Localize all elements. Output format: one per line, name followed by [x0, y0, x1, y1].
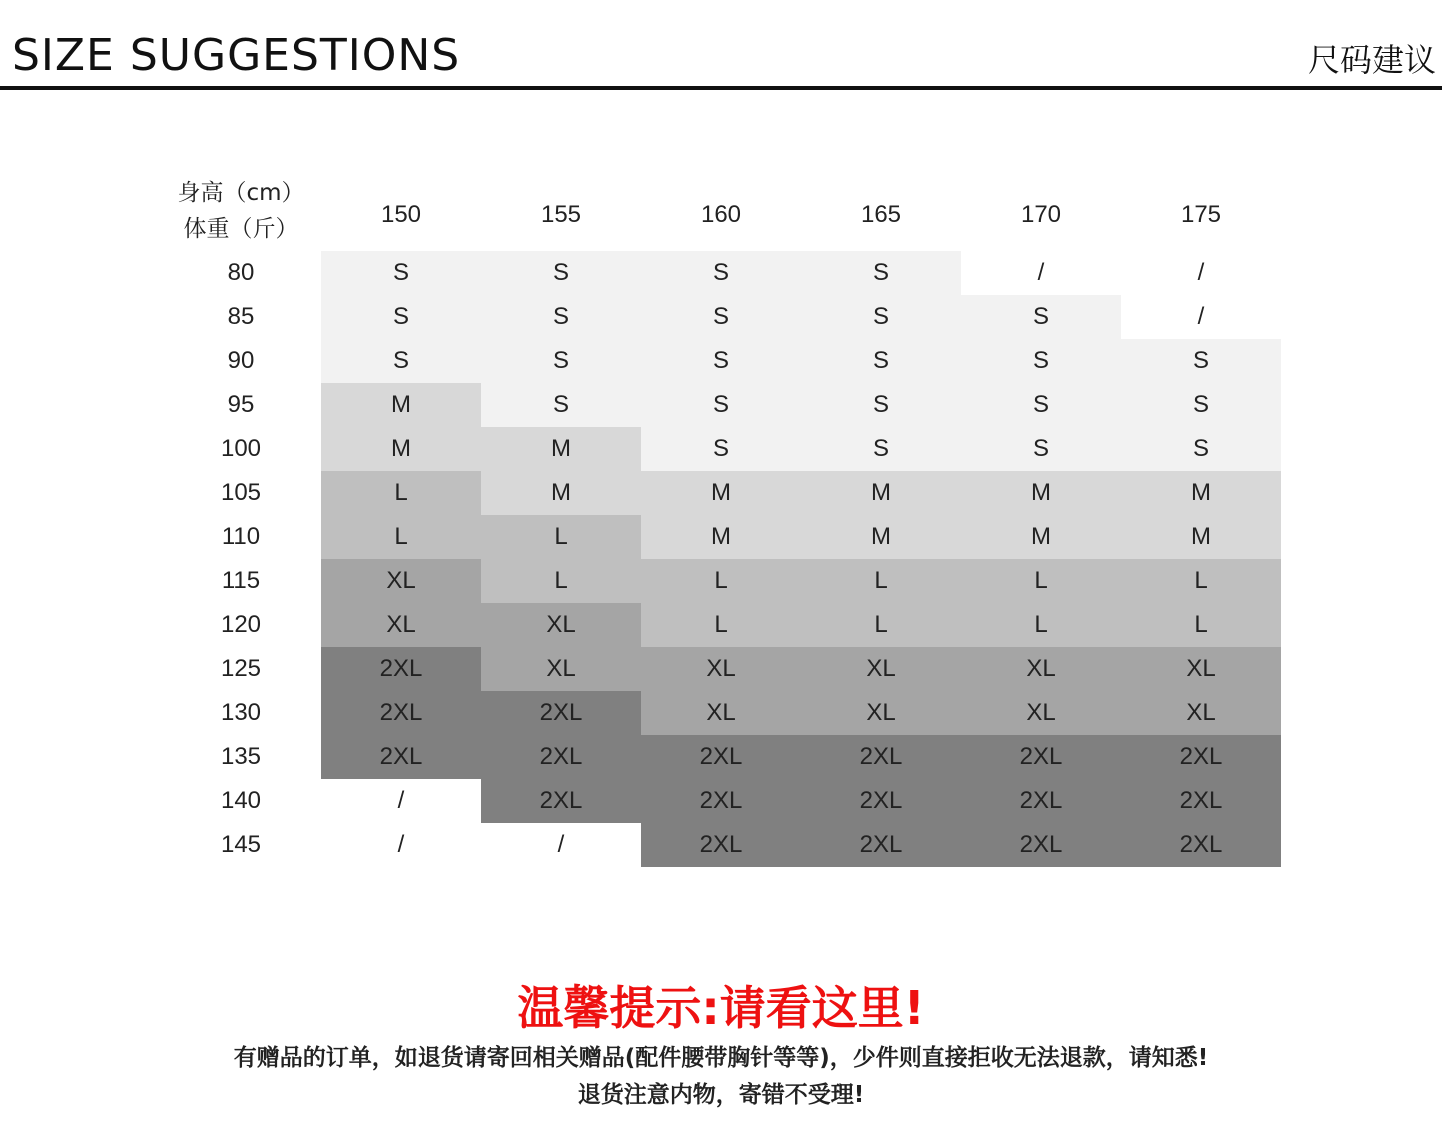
size-cell: L	[481, 515, 641, 559]
weight-header-85: 85	[227, 303, 255, 330]
size-cell: M	[801, 515, 961, 559]
height-header-170: 170	[1020, 201, 1062, 228]
size-cell: M	[481, 471, 641, 515]
size-cell: 2XL	[321, 691, 481, 735]
size-cell: M	[481, 427, 641, 471]
size-cell: S	[481, 339, 641, 383]
weight-header-105: 105	[220, 479, 262, 506]
weight-header-90: 90	[227, 347, 255, 374]
size-cell: XL	[961, 647, 1121, 691]
size-cell: L	[641, 603, 801, 647]
size-cell: S	[321, 251, 481, 295]
size-cell: S	[801, 383, 961, 427]
weight-header-145: 145	[220, 831, 262, 858]
size-cell: XL	[801, 691, 961, 735]
size-cell: XL	[321, 603, 481, 647]
size-cell: /	[397, 831, 405, 858]
notice-line-return-contents: 退货注意内物，寄错不受理!	[577, 1082, 865, 1108]
size-cell: XL	[1121, 691, 1281, 735]
size-cell: 2XL	[1121, 823, 1281, 867]
size-cell: S	[481, 295, 641, 339]
notice-line-gift-return: 有赠品的订单，如退货请寄回相关赠品(配件腰带胸针等等)，少件则直接拒收无法退款，请知悉!	[233, 1045, 1209, 1071]
size-cell: 2XL	[1121, 779, 1281, 823]
size-cell: S	[1121, 339, 1281, 383]
height-header-160: 160	[700, 201, 742, 228]
size-cell: M	[801, 471, 961, 515]
page-title-cn: 尺码建议	[1307, 41, 1436, 79]
table-corner-header	[161, 175, 321, 251]
size-cell: L	[961, 559, 1121, 603]
size-cell: L	[801, 603, 961, 647]
size-cell: /	[397, 787, 405, 814]
size-cell: S	[801, 339, 961, 383]
size-cell: /	[1197, 303, 1205, 330]
size-cell: 2XL	[641, 735, 801, 779]
size-cell: S	[481, 383, 641, 427]
size-cell: M	[961, 515, 1121, 559]
size-cell: S	[961, 295, 1121, 339]
size-cell: S	[801, 295, 961, 339]
size-cell: L	[481, 559, 641, 603]
weight-header-80: 80	[227, 259, 255, 286]
header-divider	[0, 86, 1442, 90]
notice-title: 温馨提示:请看这里!	[517, 981, 925, 1035]
height-header-175: 175	[1180, 201, 1222, 228]
size-cell: S	[1121, 427, 1281, 471]
size-cell: S	[321, 339, 481, 383]
size-cell: XL	[641, 691, 801, 735]
size-cell: L	[961, 603, 1121, 647]
size-cell: S	[961, 383, 1121, 427]
weight-header-120: 120	[220, 611, 262, 638]
size-cell: S	[801, 251, 961, 295]
size-cell: S	[641, 295, 801, 339]
size-cell: L	[801, 559, 961, 603]
size-cell: S	[961, 339, 1121, 383]
size-cell: M	[641, 471, 801, 515]
size-cell: M	[321, 427, 481, 471]
size-cell: XL	[481, 647, 641, 691]
size-cell: M	[1121, 471, 1281, 515]
size-cell: S	[321, 295, 481, 339]
size-cell: 2XL	[481, 691, 641, 735]
height-axis-label: 身高（cm）	[177, 180, 305, 206]
weight-header-100: 100	[220, 435, 262, 462]
size-cell: 2XL	[961, 823, 1121, 867]
size-cell: 2XL	[321, 735, 481, 779]
size-cell: /	[1197, 259, 1205, 286]
size-cell: /	[557, 831, 565, 858]
size-cell: L	[321, 515, 481, 559]
size-cell: S	[641, 383, 801, 427]
weight-header-115: 115	[221, 567, 261, 594]
size-cell: XL	[481, 603, 641, 647]
size-cell: S	[641, 251, 801, 295]
weight-header-110: 110	[221, 523, 261, 550]
size-cell: S	[641, 427, 801, 471]
size-cell: S	[481, 251, 641, 295]
size-cell: 2XL	[481, 779, 641, 823]
size-cell: S	[801, 427, 961, 471]
size-cell: S	[641, 339, 801, 383]
height-header-150: 150	[380, 201, 422, 228]
weight-axis-label: 体重（斤）	[183, 216, 299, 242]
size-cell: 2XL	[801, 735, 961, 779]
page-header	[0, 0, 1442, 90]
weight-header-135: 135	[220, 743, 262, 770]
weight-header-95: 95	[227, 391, 255, 418]
size-cell: M	[321, 383, 481, 427]
size-cell: 2XL	[481, 735, 641, 779]
size-cell: XL	[641, 647, 801, 691]
size-cell: 2XL	[1121, 735, 1281, 779]
size-cell: XL	[321, 559, 481, 603]
size-cell: XL	[961, 691, 1121, 735]
size-cell: 2XL	[801, 823, 961, 867]
size-cell: 2XL	[961, 735, 1121, 779]
size-cell: XL	[1121, 647, 1281, 691]
height-header-155: 155	[540, 201, 582, 228]
size-cell: L	[1121, 559, 1281, 603]
size-cell: 2XL	[641, 823, 801, 867]
size-cell: 2XL	[321, 647, 481, 691]
height-header-165: 165	[860, 201, 902, 228]
size-cell: 2XL	[641, 779, 801, 823]
page-title: SIZE SUGGESTIONS	[12, 30, 461, 81]
size-cell: M	[641, 515, 801, 559]
size-cell: /	[1037, 259, 1045, 286]
size-cell: M	[961, 471, 1121, 515]
size-cell: S	[1121, 383, 1281, 427]
size-cell: L	[321, 471, 481, 515]
weight-header-125: 125	[220, 655, 262, 682]
size-cell: 2XL	[961, 779, 1121, 823]
size-cell: L	[1121, 603, 1281, 647]
size-cell: M	[1121, 515, 1281, 559]
weight-header-140: 140	[220, 787, 262, 814]
size-cell: L	[641, 559, 801, 603]
weight-header-130: 130	[220, 699, 262, 726]
size-cell: 2XL	[801, 779, 961, 823]
size-cell: S	[961, 427, 1121, 471]
size-cell: XL	[801, 647, 961, 691]
